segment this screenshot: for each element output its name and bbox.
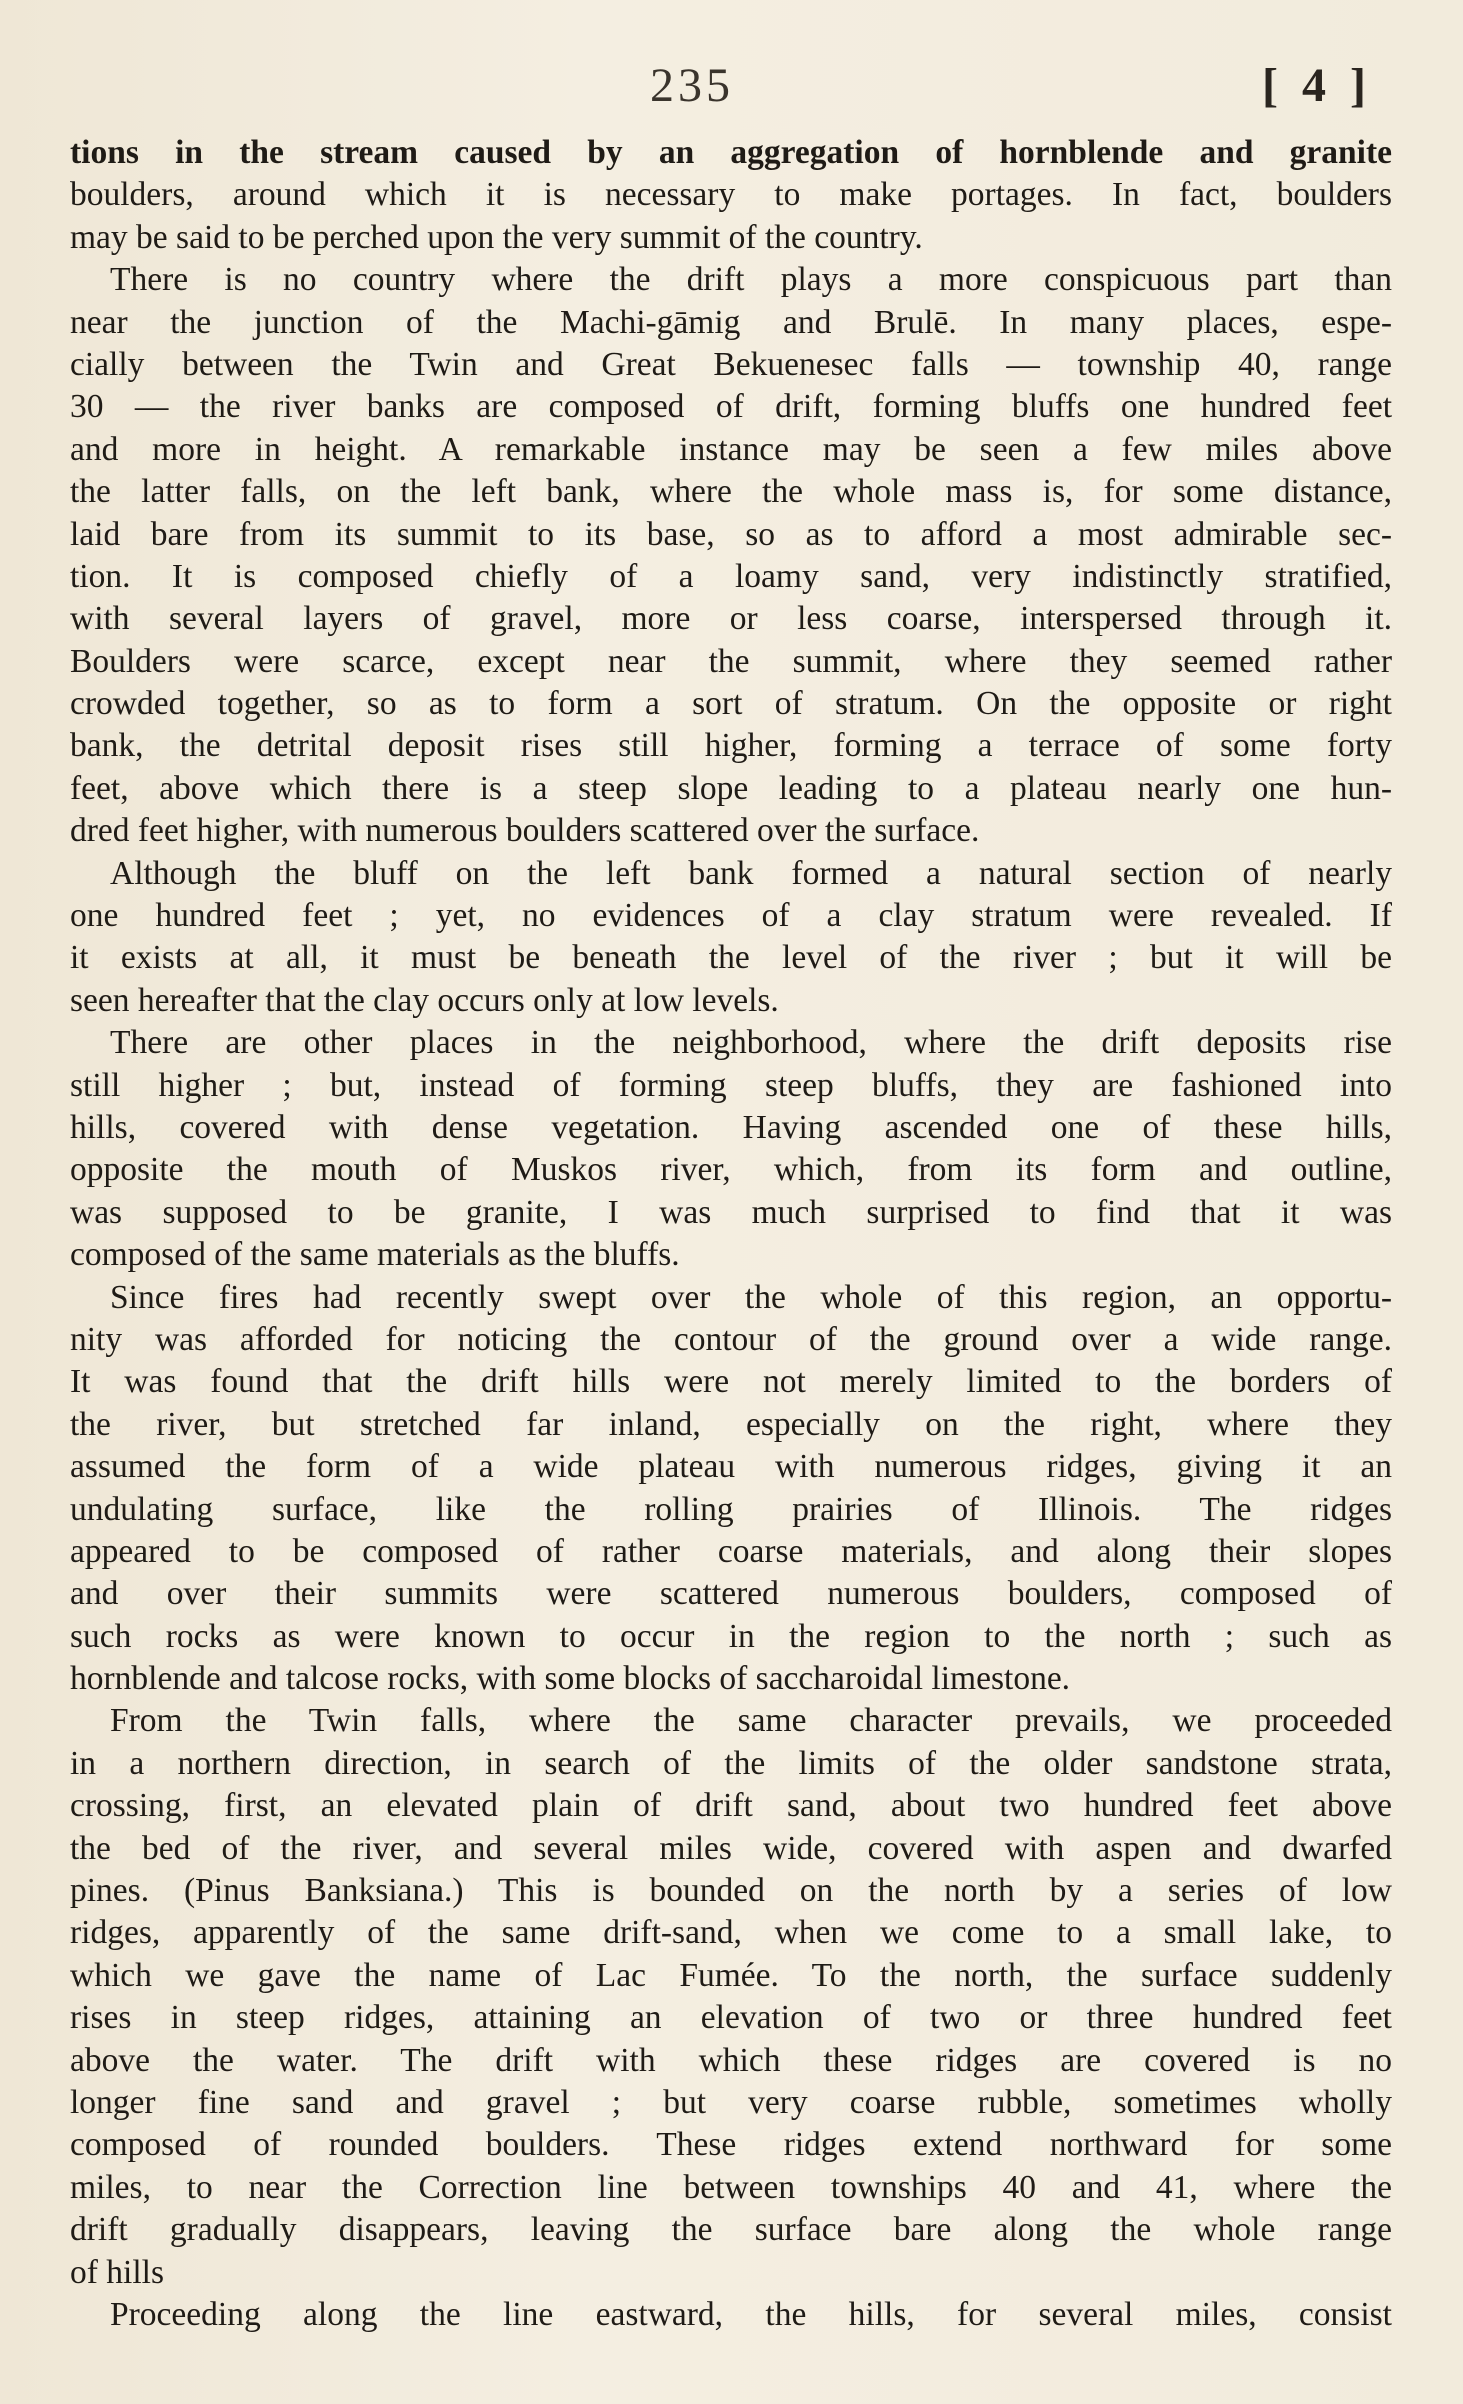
text-line: It was found that the drift hills were not merely limited to the borders of [70, 1363, 1392, 1401]
text-line: opposite the mouth of Muskos river, which, from its form and outline, [70, 1151, 1392, 1189]
text-line: Since fires had recently swept over the whole of this region, an opportu- [110, 1278, 1392, 1316]
text-line: which we gave the name of Lac Fumée. To the north, the surface suddenly [70, 1956, 1392, 1994]
text-line: pines. (Pinus Banksiana.) This is bounded on the north by a series of low [70, 1872, 1392, 1910]
text-line: There is no country where the drift plays a more conspicuous part than [110, 261, 1392, 299]
text-line: tion. It is composed chiefly of a loamy sand, very indistinctly stratified, [70, 557, 1392, 595]
text-line: From the Twin falls, where the same character prevails, we proceeded [110, 1702, 1392, 1740]
text-line: nity was afforded for noticing the contour of the ground over a wide range. [70, 1320, 1392, 1358]
text-line: and over their summits were scattered numerous boulders, composed of [70, 1575, 1392, 1613]
text-line: drift gradually disappears, leaving the surface bare along the whole range [70, 2211, 1392, 2249]
text-line: the latter falls, on the left bank, where the whole mass is, for some distance, [70, 473, 1392, 511]
text-line: crossing, first, an elevated plain of drift sand, about two hundred feet above [70, 1787, 1392, 1825]
text-line: seen hereafter that the clay occurs only at low levels. [70, 981, 779, 1019]
text-line: undulating surface, like the rolling prairies of Illinois. The ridges [70, 1490, 1392, 1528]
text-line: with several layers of gravel, more or less coarse, interspersed through it. [70, 600, 1392, 638]
text-line: miles, to near the Correction line between townships 40 and 41, where the [70, 2168, 1392, 2206]
text-line: it exists at all, it must be beneath the level of the river ; but it will be [70, 939, 1392, 977]
text-line: Boulders were scarce, except near the summit, where they seemed rather [70, 642, 1392, 680]
text-line: in a northern direction, in search of the limits of the older sandstone strata, [70, 1744, 1392, 1782]
text-line: the bed of the river, and several miles wide, covered with aspen and dwarfed [70, 1829, 1392, 1867]
text-line: near the junction of the Machi-gāmig and Brulē. In many places, espe- [70, 303, 1392, 341]
text-line: hills, covered with dense vegetation. Having ascended one of these hills, [70, 1108, 1392, 1146]
text-line: 30 — the river banks are composed of drift, forming bluffs one hundred feet [70, 388, 1392, 426]
text-line: Proceeding along the line eastward, the hills, for several miles, consist [110, 2295, 1392, 2333]
text-line: appeared to be composed of rather coarse materials, and along their slopes [70, 1532, 1392, 1570]
text-line: such rocks as were known to occur in the region to the north ; such as [70, 1617, 1392, 1655]
body-text [70, 132, 1392, 2336]
text-line: bank, the detrital deposit rises still higher, forming a terrace of some forty [70, 727, 1392, 765]
text-line: laid bare from its summit to its base, so as to afford a most admirable sec- [70, 515, 1392, 553]
text-line: hornblende and talcose rocks, with some blocks of saccharoidal limestone. [70, 1660, 1071, 1698]
text-line: rises in steep ridges, attaining an elevation of two or three hundred feet [70, 1999, 1392, 2037]
text-line: composed of rounded boulders. These ridges extend northward for some [70, 2126, 1392, 2164]
text-line: longer fine sand and gravel ; but very coarse rubble, sometimes wholly [70, 2083, 1392, 2121]
text-line: and more in height. A remarkable instance may be seen a few miles above [70, 430, 1392, 468]
page-header [0, 58, 1463, 138]
text-line: cially between the Twin and Great Bekuenesec falls — township 40, range [70, 345, 1392, 383]
text-line: assumed the form of a wide plateau with numerous ridges, giving it an [70, 1448, 1392, 1486]
text-line: was supposed to be granite, I was much surprised to find that it was [70, 1193, 1392, 1231]
text-line: one hundred feet ; yet, no evidences of a clay stratum were revealed. If [70, 897, 1392, 935]
text-line: crowded together, so as to form a sort of stratum. On the opposite or right [70, 685, 1392, 723]
text-line: of hills [70, 2253, 164, 2291]
text-line: the river, but stretched far inland, especially on the right, where they [70, 1405, 1392, 1443]
text-line: There are other places in the neighborhood, where the drift deposits rise [110, 1024, 1392, 1062]
text-line: dred feet higher, with numerous boulders scattered over the surface. [70, 812, 980, 850]
signature-mark: [ 4 ] [1262, 59, 1372, 112]
text-line: may be said to be perched upon the very summit of the country. [70, 218, 923, 256]
text-line: ridges, apparently of the same drift-sand, when we come to a small lake, to [70, 1914, 1392, 1952]
text-line: feet, above which there is a steep slope leading to a plateau nearly one hun- [70, 769, 1392, 807]
text-line: still higher ; but, instead of forming steep bluffs, they are fashioned into [70, 1066, 1392, 1104]
text-line: Although the bluff on the left bank formed a natural section of nearly [110, 854, 1392, 892]
page-number: 235 [650, 59, 734, 112]
text-line: tions in the stream caused by an aggregation of hornblende and granite [70, 134, 1392, 171]
text-line: above the water. The drift with which these ridges are covered is no [70, 2041, 1392, 2079]
text-line: composed of the same materials as the bluffs. [70, 1236, 680, 1274]
text-line: boulders, around which it is necessary to make portages. In fact, boulders [70, 176, 1392, 214]
